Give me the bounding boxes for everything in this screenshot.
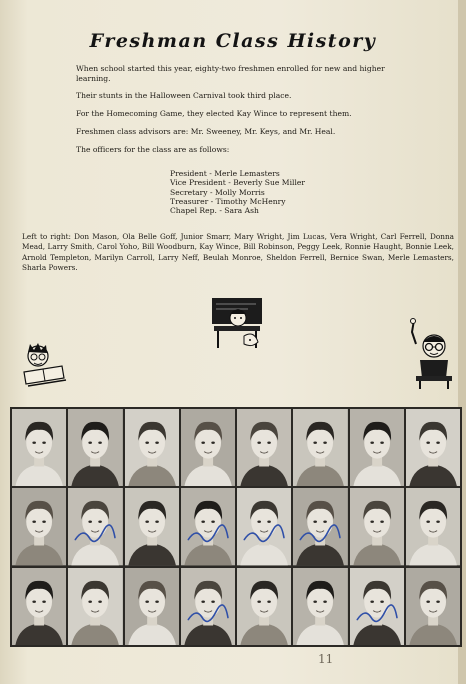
student-portrait <box>293 409 347 486</box>
officer-secretary: Secretary - Molly Morris <box>170 187 265 197</box>
student-portrait <box>406 409 460 486</box>
history-paragraph-carnival: Their stunts in the Halloween Carnival took third place. <box>76 91 292 100</box>
page-number: 11 <box>318 652 334 666</box>
photo-caption: Left to right: Don Mason, Ola Belle Goff, Junior Smarr, Mary Wright, Jim Lucas, Vera Wright, Carl Ferrell, Donna Mead, Larry Smith, Carol Yoho, Bill Woodburn, Kay Wince, Bill Robinson, Peggy Leek, Ronnie Haught, Bonnie Leek, Arnold Templeton, Marilyn Carroll, Larry Neff, Beulah Monroe, Sheldon Ferrell, Bernice Swan, Merle Lemasters, Sharla Powers. <box>22 232 454 273</box>
student-portrait <box>125 409 179 486</box>
student-portrait <box>181 568 235 645</box>
history-paragraph-enrollment: When school started this year, eighty-two freshmen enrolled for new and higher learning. <box>76 64 385 83</box>
history-paragraph-officers-intro: The officers for the class are as follows: <box>76 145 230 154</box>
officer-president: President - Merle Lemasters <box>170 169 280 178</box>
teacher-at-desk-cartoon <box>208 296 266 354</box>
student-portrait <box>406 488 460 565</box>
history-paragraph-advisors: Freshmen class advisors are: Mr. Sweeney, Mr. Keys, and Mr. Heal. <box>76 127 336 136</box>
student-portrait <box>293 568 347 645</box>
student-portrait <box>68 409 122 486</box>
student-photo-grid <box>10 407 462 647</box>
student-portrait <box>237 409 291 486</box>
student-portrait <box>350 409 404 486</box>
officer-vice-president: Vice President - Beverly Sue Miller <box>170 178 305 188</box>
student-portrait <box>181 409 235 486</box>
student-portrait <box>68 568 122 645</box>
student-portrait <box>125 568 179 645</box>
student-portrait <box>237 488 291 565</box>
student-portrait <box>237 568 291 645</box>
student-portrait <box>181 488 235 565</box>
student-portrait <box>12 488 66 565</box>
officer-treasurer: Treasurer - Timothy McHenry <box>170 196 286 206</box>
student-portrait <box>350 488 404 565</box>
student-portrait <box>406 568 460 645</box>
student-portrait <box>350 568 404 645</box>
student-portrait <box>68 488 122 565</box>
history-paragraph-homecoming: For the Homecoming Game, they elected Kay Wince to represent them. <box>76 109 352 118</box>
student-portrait <box>12 568 66 645</box>
page-title: Freshman Class History <box>89 30 377 52</box>
student-portrait <box>293 488 347 565</box>
officers-list <box>170 169 305 215</box>
student-raising-hand-cartoon <box>406 318 454 390</box>
student-portrait <box>125 488 179 565</box>
student-with-book-cartoon <box>22 342 68 390</box>
officer-chapel-rep: Chapel Rep. - Sara Ash <box>170 206 259 216</box>
student-portrait <box>12 409 66 486</box>
